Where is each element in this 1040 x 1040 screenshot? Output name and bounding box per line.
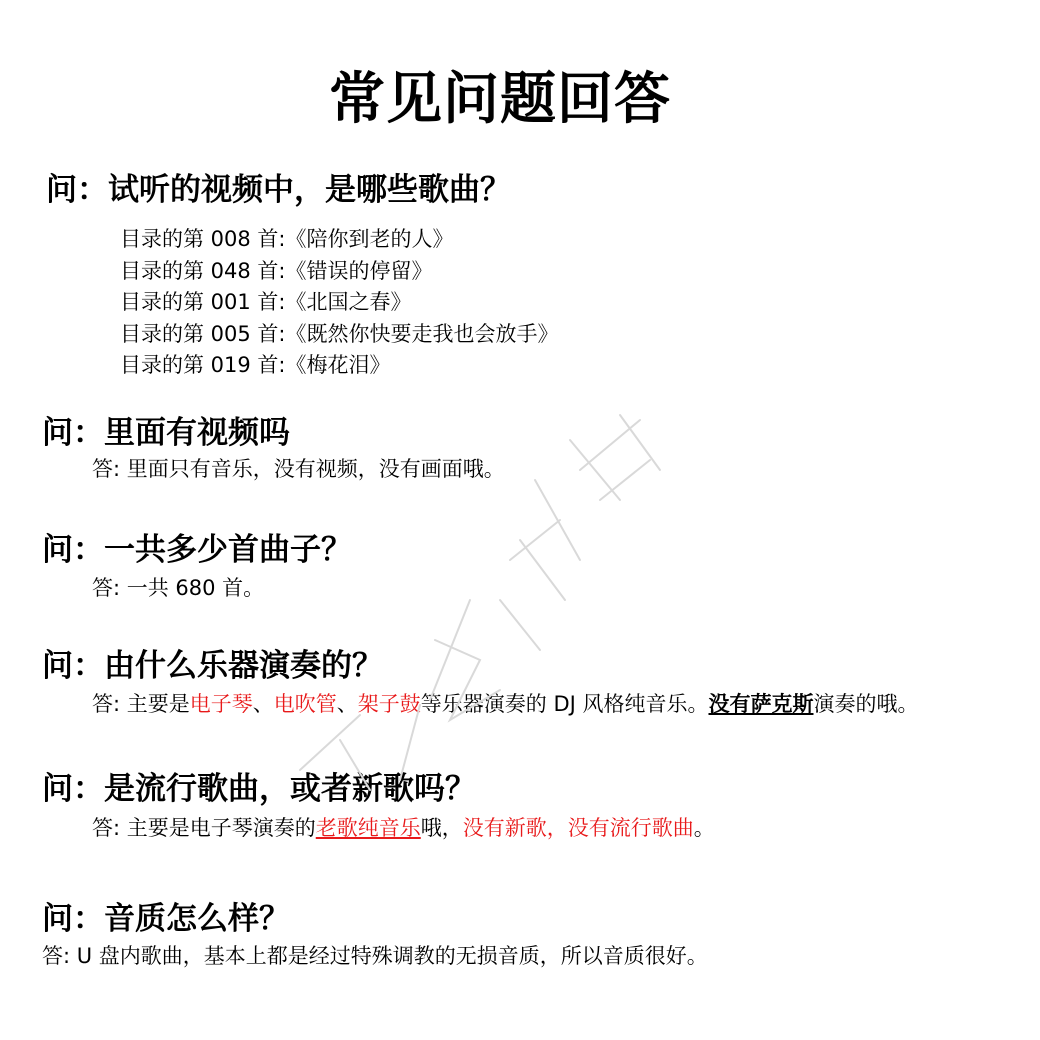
answer-4-suffix: 演奏的哦。 xyxy=(813,692,919,716)
instrument-drums: 架子鼓 xyxy=(357,692,421,716)
answer-3: 答: 一共 680 首。 xyxy=(92,576,265,600)
question-6: 问：音质怎么样？ xyxy=(42,901,290,937)
separator: 、 xyxy=(336,692,358,716)
answer-6: 答: U 盘内歌曲，基本上都是经过特殊调教的无损音质，所以音质很好。 xyxy=(42,944,708,968)
answer-5 xyxy=(92,818,715,839)
separator: 、 xyxy=(252,692,274,716)
song-item: 目录的第 019 首:《梅花泪》 xyxy=(120,353,391,377)
question-2: 问：里面有视频吗 xyxy=(42,415,290,451)
instrument-wind-synth: 电吹管 xyxy=(273,692,337,716)
answer-5-suffix: 。 xyxy=(693,816,715,840)
song-list xyxy=(120,224,559,382)
answer-4 xyxy=(92,694,918,715)
song-item: 目录的第 048 首:《错误的停留》 xyxy=(120,258,433,283)
song-item: 目录的第 001 首:《北国之春》 xyxy=(120,290,412,314)
question-4: 问：由什么乐器演奏的？ xyxy=(42,648,383,684)
song-item: 目录的第 008 首:《陪你到老的人》 xyxy=(120,227,454,251)
answer-4-middle: 等乐器演奏的 DJ 风格纯音乐。 xyxy=(420,692,709,716)
instrument-keyboard: 电子琴 xyxy=(189,692,253,716)
question-5: 问：是流行歌曲，或者新歌吗？ xyxy=(42,771,476,807)
question-3: 问：一共多少首曲子？ xyxy=(42,532,352,568)
answer-5-middle: 哦， xyxy=(420,816,463,840)
song-item: 目录的第 005 首:《既然你快要走我也会放手》 xyxy=(120,321,559,346)
no-saxophone-note: 没有萨克斯 xyxy=(708,692,814,716)
page-title: 常见问题回答 xyxy=(329,67,671,132)
question-1: 问：试听的视频中，是哪些歌曲？ xyxy=(46,172,511,208)
answer-2: 答: 里面只有音乐，没有视频，没有画面哦。 xyxy=(92,457,505,481)
old-songs-highlight: 老歌纯音乐 xyxy=(315,816,421,840)
answer-4-prefix: 答: 主要是 xyxy=(92,692,190,716)
no-new-songs-highlight: 没有新歌，没有流行歌曲 xyxy=(462,816,694,840)
answer-5-prefix: 答: 主要是电子琴演奏的 xyxy=(92,816,316,840)
